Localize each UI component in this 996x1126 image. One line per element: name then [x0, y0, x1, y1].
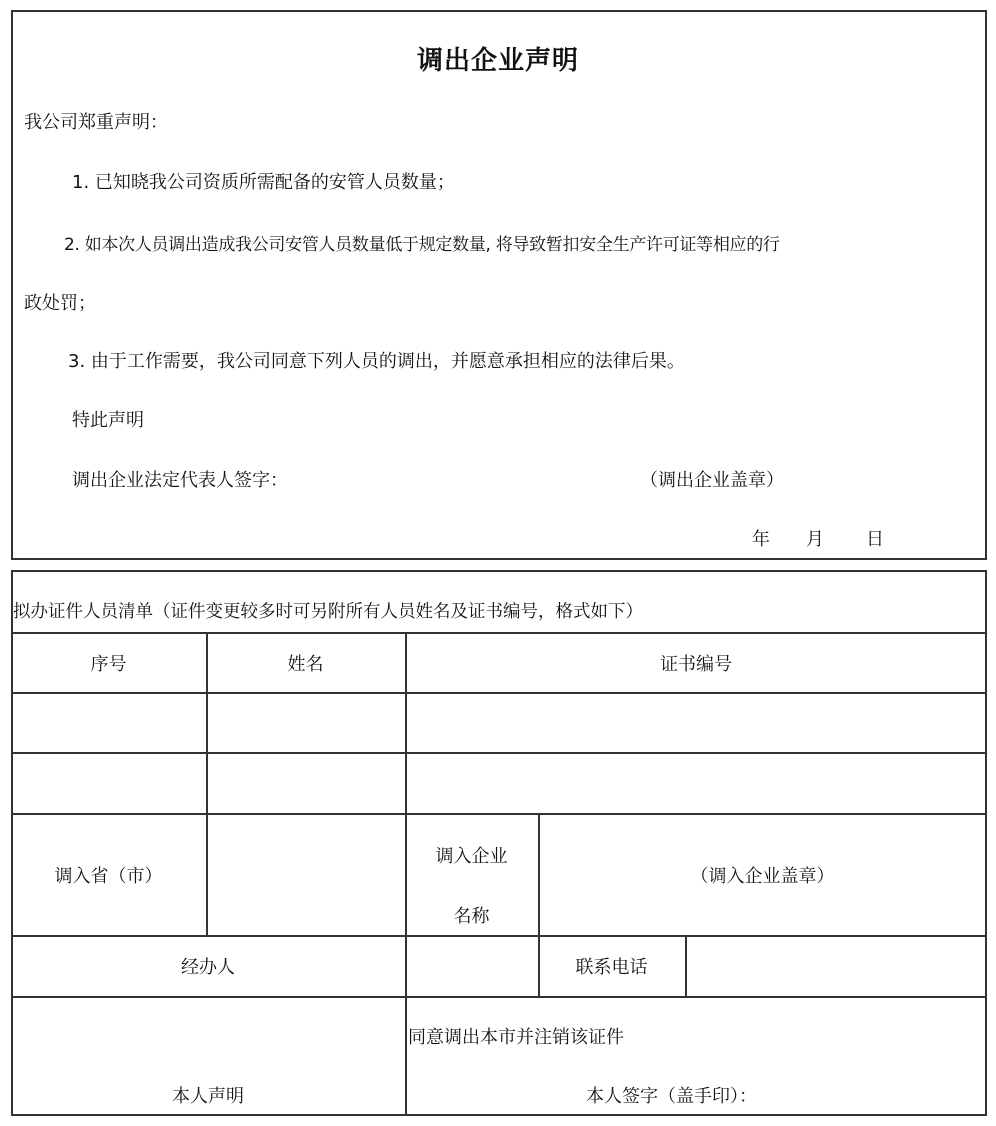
transfer-company-label-line-2: 名称	[453, 906, 490, 927]
legal-representative-signature-label: 调出企业法定代表人签字：	[72, 470, 288, 491]
personal-signature-label: 本人签字（盖手印）：	[586, 1086, 757, 1107]
declaration-item-2-line-1: 2. 如本次人员调出造成我公司安管人员数量低于规定数量, 将导致暂扣安全生产许可证等相应的行	[64, 235, 780, 255]
declaration-item-1: 1. 已知晓我公司资质所需配备的安管人员数量；	[72, 172, 455, 193]
table-rule	[11, 996, 987, 998]
incoming-company-stamp-label: （调入企业盖章）	[690, 865, 835, 887]
contact-phone-value[interactable]	[685, 936, 987, 996]
outgoing-company-stamp-label: （调出企业盖章）	[640, 470, 784, 491]
transfer-province-value[interactable]	[206, 814, 405, 935]
table-cell-certificate-number[interactable]	[405, 753, 987, 813]
table-cell-serial-number[interactable]	[11, 753, 206, 813]
declaration-item-2-line-2: 政处罚；	[24, 293, 96, 314]
column-header-certificate-number: 证书编号	[660, 653, 732, 675]
personal-statement-label: 本人声明	[172, 1086, 244, 1107]
table-cell-name[interactable]	[206, 693, 405, 752]
handler-label: 经办人	[181, 957, 235, 978]
declaration-item-3: 3. 由于工作需要，我公司同意下列人员的调出，并愿意承担相应的法律后果。	[68, 351, 685, 372]
date-year: 年	[752, 529, 770, 550]
handler-value[interactable]	[405, 936, 538, 996]
table-cell-name[interactable]	[206, 753, 405, 813]
page-title: 调出企业声明	[416, 46, 579, 76]
contact-phone-label: 联系电话	[575, 957, 648, 978]
column-header-name: 姓名	[287, 653, 324, 675]
transfer-company-label-line-1: 调入企业	[435, 846, 508, 867]
consent-text: 同意调出本市并注销该证件	[408, 1027, 624, 1048]
table-cell-serial-number[interactable]	[11, 693, 206, 752]
declaration-closing: 特此声明	[72, 410, 144, 431]
column-header-serial-number: 序号	[90, 653, 127, 675]
transfer-province-label: 调入省（市）	[54, 865, 163, 887]
date-month: 月	[806, 529, 824, 550]
declaration-intro: 我公司郑重声明：	[24, 112, 168, 133]
date-day: 日	[866, 529, 884, 550]
personnel-list-caption: 拟办证件人员清单（证件变更较多时可另附所有人员姓名及证书编号，格式如下）	[13, 602, 643, 622]
table-cell-certificate-number[interactable]	[405, 693, 987, 752]
